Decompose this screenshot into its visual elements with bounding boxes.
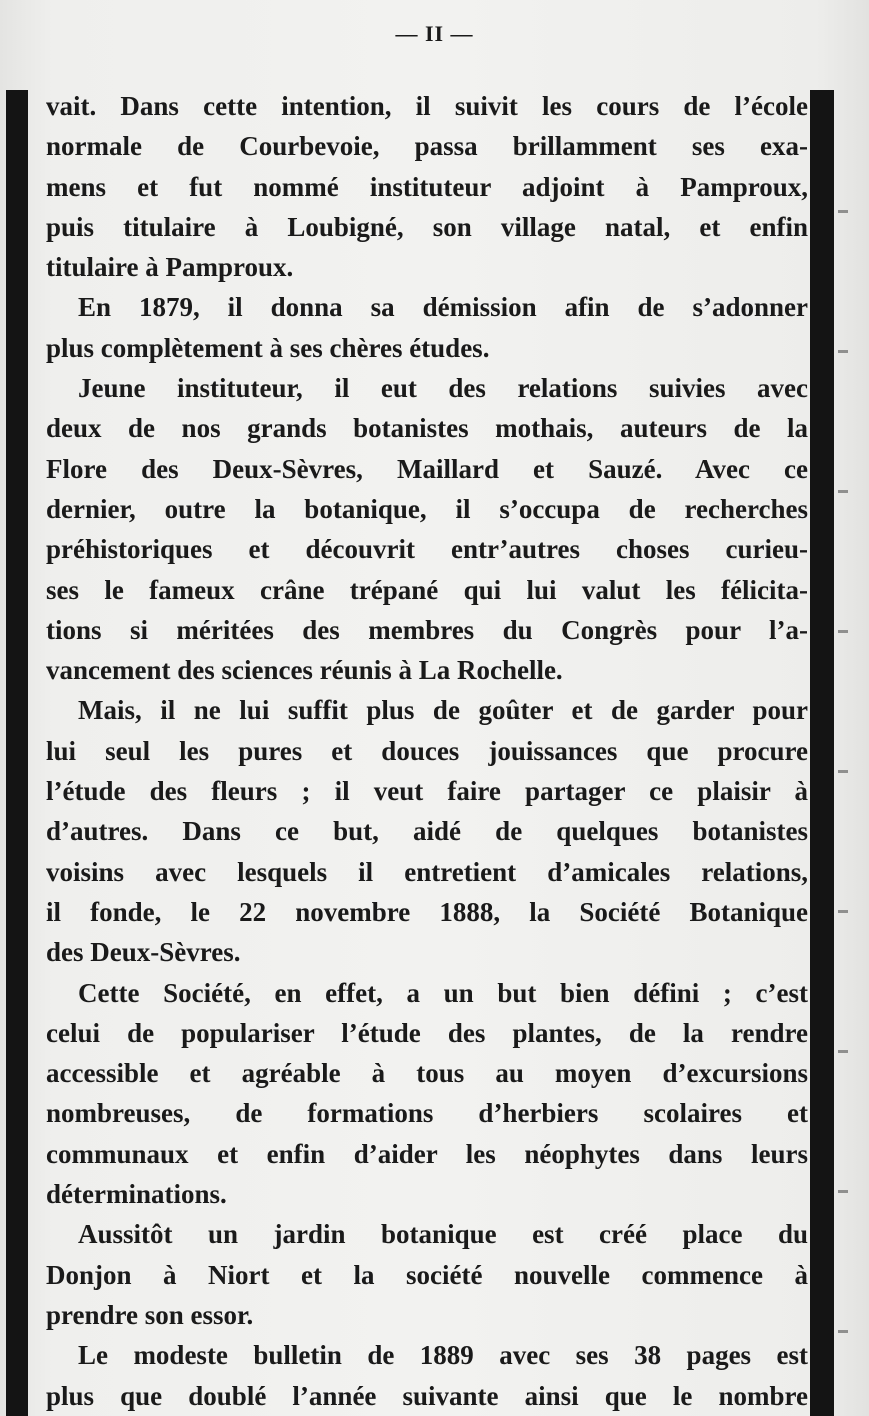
right-binding-shadow <box>810 90 834 1416</box>
text-line: communaux et enfin d’aider les néophytes dans leurs <box>46 1138 808 1169</box>
text-line: vancement des sciences réunis à La Rochelle. <box>46 655 563 686</box>
text-line: celui de populariser l’étude des plantes, de la rendre <box>46 1017 808 1048</box>
text-line: Mais, il ne lui suffit plus de goûter et de garder pour <box>78 695 808 726</box>
page-number: — II — <box>395 21 474 46</box>
text-line: prendre son essor. <box>46 1299 254 1330</box>
text-line: tions si méritées des membres du Congrès pour l’a- <box>46 614 808 645</box>
paragraph <box>46 973 808 1215</box>
paragraph <box>46 690 808 972</box>
text-line: voisins avec lesquels il entretient d’amicales relations, <box>46 856 808 887</box>
text-line: vait. Dans cette intention, il suivit les cours de l’école <box>46 91 808 121</box>
text-line: lui seul les pures et douces jouissances que procure <box>46 735 808 766</box>
left-binding-shadow <box>6 90 28 1416</box>
text-line: l’étude des fleurs ; il veut faire partager ce plaisir à <box>46 776 808 807</box>
text-line: accessible et agréable à tous au moyen d’excursions <box>46 1058 808 1089</box>
text-line: mens et fut nommé instituteur adjoint à Pamproux, <box>46 171 808 202</box>
text-line: deux de nos grands botanistes mothais, auteurs de la <box>46 413 808 444</box>
paragraph <box>46 86 808 287</box>
text-line: Le modeste bulletin de 1889 avec ses 38 pages est <box>78 1340 808 1371</box>
text-line: plus que doublé l’année suivante ainsi que le nombre <box>46 1380 808 1411</box>
text-line: préhistoriques et découvrit entr’autres choses curieu- <box>46 534 808 565</box>
text-line: Flore des Deux-Sèvres, Maillard et Sauzé. Avec ce <box>46 453 808 484</box>
paragraph <box>46 287 808 368</box>
text-line: Jeune instituteur, il eut des relations suivies avec <box>78 373 808 404</box>
text-line: déterminations. <box>46 1179 227 1210</box>
paragraph <box>46 1214 808 1335</box>
paragraph <box>46 1335 808 1416</box>
text-line: dernier, outre la botanique, il s’occupa de recherches <box>46 493 808 524</box>
text-line: puis titulaire à Loubigné, son village natal, et enfin <box>46 211 808 242</box>
text-line: des Deux-Sèvres. <box>46 937 241 968</box>
paragraph <box>46 368 808 690</box>
text-line: Aussitôt un jardin botanique est créé place du <box>78 1219 808 1250</box>
right-margin-marks <box>838 120 848 1400</box>
text-line: ses le fameux crâne trépané qui lui valut les félicita- <box>46 574 808 605</box>
text-line: nombreuses, de formations d’herbiers scolaires et <box>46 1098 808 1129</box>
text-line: Donjon à Niort et la société nouvelle commence à <box>46 1259 808 1290</box>
text-line: normale de Courbevoie, passa brillamment ses exa- <box>46 131 808 162</box>
text-line: En 1879, il donna sa démission afin de s’adonner <box>78 292 808 323</box>
text-line: d’autres. Dans ce but, aidé de quelques botanistes <box>46 816 808 847</box>
text-line: il fonde, le 22 novembre 1888, la Société Botanique <box>46 896 808 927</box>
text-line: titulaire à Pamproux. <box>46 252 294 283</box>
text-line: plus complètement à ses chères études. <box>46 332 490 363</box>
body-text <box>46 86 808 1416</box>
text-line: Cette Société, en effet, a un but bien défini ; c’est <box>78 977 808 1008</box>
